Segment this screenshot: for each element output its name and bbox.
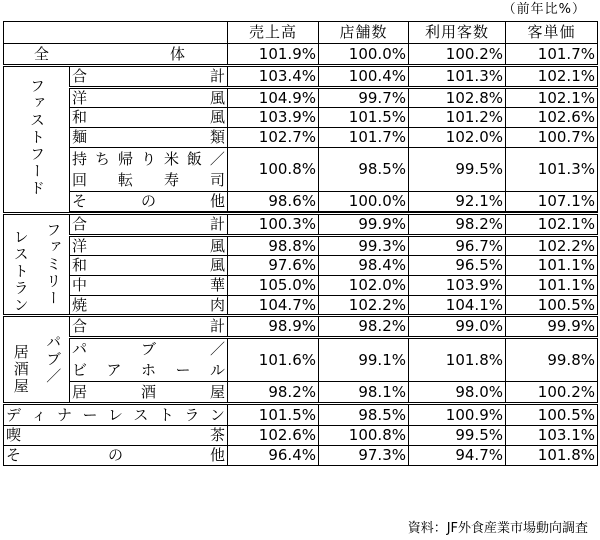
cell-value: 100.2% (506, 382, 598, 404)
cell-value: 98.0% (409, 382, 506, 404)
cell-value: 103.1% (506, 426, 598, 446)
cell-value: 100.5% (506, 404, 598, 426)
row-label-cafe: 喫 茶 (4, 426, 228, 446)
row-label-ff-takeout: 持 ち 帰 り 米 飯 ／ 回 転 寿 司 (70, 148, 228, 192)
cell-value: 98.5% (319, 148, 409, 192)
header-unit-price: 客単価 (506, 22, 598, 44)
cell-value: 99.9% (319, 214, 409, 236)
cell-value: 102.8% (409, 88, 506, 108)
cell-value: 98.2% (319, 316, 409, 338)
table-row-fr-total (4, 214, 598, 236)
cell-value: 104.1% (409, 296, 506, 316)
category-family-restaurant (4, 214, 70, 316)
cell-value: 102.1% (506, 214, 598, 236)
cell-value: 98.2% (228, 382, 319, 404)
table-row-ff-noodles (4, 128, 598, 148)
cell-value: 98.6% (228, 192, 319, 212)
row-label-ff-western: 洋 風 (70, 88, 228, 108)
row-label-dinner: デ ィ ナ ー レ ス ト ラ ン (4, 404, 228, 426)
cell-value: 100.0% (319, 192, 409, 212)
cell-value: 101.5% (319, 108, 409, 128)
category-fastfood-label: ファストフード (28, 78, 46, 197)
cell-value: 101.3% (506, 148, 598, 192)
cell-value: 105.0% (228, 276, 319, 296)
header-blank-cell (4, 22, 228, 44)
table-row-ff-western (4, 88, 598, 108)
table-row-pub-total (4, 316, 598, 338)
cell-value: 97.6% (228, 256, 319, 276)
cell-value: 101.3% (409, 66, 506, 88)
table-row-cafe (4, 426, 598, 446)
table-row-fr-yakiniku (4, 296, 598, 316)
category-fastfood (4, 66, 70, 214)
total-unit-price: 101.7% (506, 44, 598, 66)
table-row-total (4, 44, 598, 66)
cell-value: 100.4% (319, 66, 409, 88)
category-pub-izakaya (4, 316, 70, 404)
category-family-label-1: ファミリー (44, 222, 63, 307)
cell-value: 101.2% (409, 108, 506, 128)
row-label-fr-chinese: 中 華 (70, 276, 228, 296)
cell-value: 102.2% (506, 236, 598, 256)
cell-value: 98.8% (228, 236, 319, 256)
cell-value: 99.9% (506, 316, 598, 338)
cell-value: 94.7% (409, 446, 506, 466)
row-label-ff-other: そ の 他 (70, 192, 228, 212)
cell-value: 107.1% (506, 192, 598, 212)
cell-value: 102.1% (506, 66, 598, 88)
cell-value: 99.0% (409, 316, 506, 338)
header-row (4, 22, 598, 44)
cell-value: 102.0% (409, 128, 506, 148)
cell-value: 99.3% (319, 236, 409, 256)
table-row-ff-total (4, 66, 598, 88)
source-note: 資料：JF外食産業市場動向調査 (407, 521, 588, 536)
cell-value: 99.5% (409, 426, 506, 446)
table-row-fr-japanese (4, 256, 598, 276)
cell-value: 103.4% (228, 66, 319, 88)
row-label-total: 全 体 (4, 44, 228, 66)
table-row-dinner (4, 404, 598, 426)
table-row-ff-other (4, 192, 598, 212)
row-label-ff-total: 合 計 (70, 66, 228, 88)
row-label-fr-yakiniku: 焼 肉 (70, 296, 228, 316)
cell-value: 100.7% (506, 128, 598, 148)
cell-value: 98.2% (409, 214, 506, 236)
cell-value: 104.9% (228, 88, 319, 108)
cell-value: 99.8% (506, 338, 598, 382)
row-label-pub-izakaya: 居 酒 屋 (70, 382, 228, 404)
row-label-pub-beerhall: パ ブ ／ ビ ア ホ ー ル (70, 338, 228, 382)
cell-value: 97.3% (319, 446, 409, 466)
row-label-ff-japanese: 和 風 (70, 108, 228, 128)
cell-value: 101.1% (506, 256, 598, 276)
cell-value: 98.4% (319, 256, 409, 276)
cell-value: 98.9% (228, 316, 319, 338)
table-row-pub-beerhall (4, 338, 598, 382)
cell-value: 98.1% (319, 382, 409, 404)
cell-value: 102.6% (228, 426, 319, 446)
cell-value: 96.5% (409, 256, 506, 276)
cell-value: 102.6% (506, 108, 598, 128)
row-label-fr-total: 合 計 (70, 214, 228, 236)
category-pub-label-2: 居酒屋 (11, 344, 30, 395)
cell-value: 99.7% (319, 88, 409, 108)
cell-value: 104.7% (228, 296, 319, 316)
unit-note: （前年比%） (502, 2, 586, 17)
total-customers: 100.2% (409, 44, 506, 66)
cell-value: 101.5% (228, 404, 319, 426)
cell-value: 100.5% (506, 296, 598, 316)
cell-value: 98.5% (319, 404, 409, 426)
header-sales: 売上高 (228, 22, 319, 44)
total-sales: 101.9% (228, 44, 319, 66)
cell-value: 101.8% (506, 446, 598, 466)
cell-value: 101.1% (506, 276, 598, 296)
cell-value: 99.5% (409, 148, 506, 192)
cell-value: 102.2% (319, 296, 409, 316)
cell-value: 96.7% (409, 236, 506, 256)
cell-value: 101.7% (319, 128, 409, 148)
cell-value: 100.8% (228, 148, 319, 192)
cell-value: 99.1% (319, 338, 409, 382)
row-label-ff-noodles: 麺 類 (70, 128, 228, 148)
cell-value: 100.9% (409, 404, 506, 426)
total-stores: 100.0% (319, 44, 409, 66)
category-family-label-2: レストラン (11, 229, 30, 314)
cell-value: 100.8% (319, 426, 409, 446)
table-row-fr-chinese (4, 276, 598, 296)
header-customers: 利用客数 (409, 22, 506, 44)
cell-value: 96.4% (228, 446, 319, 466)
cell-value: 103.9% (228, 108, 319, 128)
row-label-pub-total: 合 計 (70, 316, 228, 338)
table-row-pub-izakaya (4, 382, 598, 404)
table-row-ff-takeout (4, 148, 598, 192)
row-label-fr-japanese: 和 風 (70, 256, 228, 276)
cell-value: 102.1% (506, 88, 598, 108)
table-row-other (4, 446, 598, 466)
cell-value: 101.8% (409, 338, 506, 382)
header-stores: 店舗数 (319, 22, 409, 44)
category-pub-label-1: パブ／ (44, 334, 63, 385)
row-label-other: そ の 他 (4, 446, 228, 466)
cell-value: 102.7% (228, 128, 319, 148)
cell-value: 92.1% (409, 192, 506, 212)
restaurant-stats-table (3, 21, 598, 466)
table-row-fr-western (4, 236, 598, 256)
cell-value: 103.9% (409, 276, 506, 296)
table-row-ff-japanese (4, 108, 598, 128)
cell-value: 101.6% (228, 338, 319, 382)
row-label-fr-western: 洋 風 (70, 236, 228, 256)
cell-value: 102.0% (319, 276, 409, 296)
cell-value: 100.3% (228, 214, 319, 236)
